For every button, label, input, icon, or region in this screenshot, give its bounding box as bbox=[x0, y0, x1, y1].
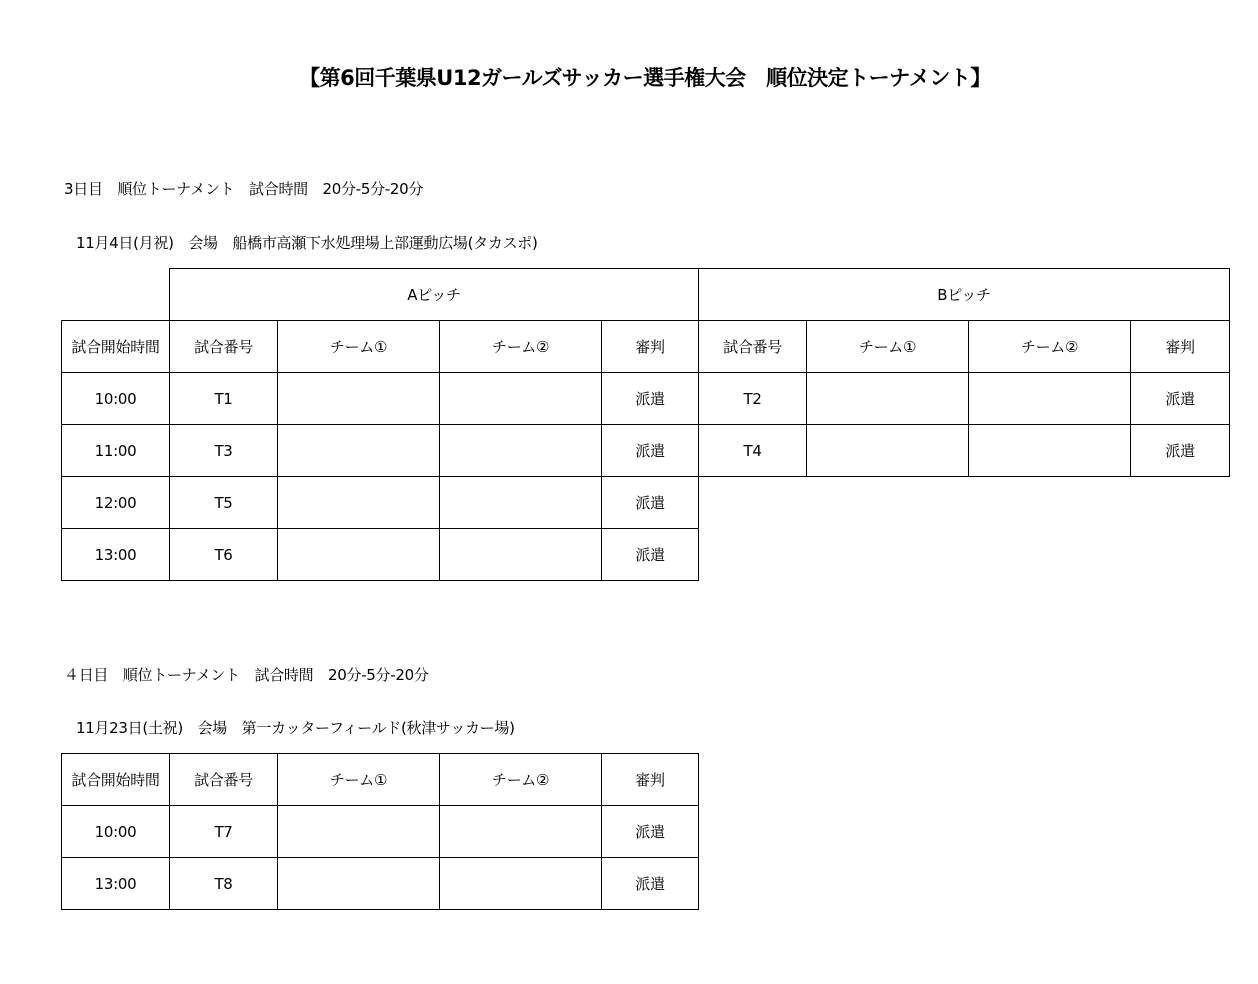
a-team2-header: チーム② bbox=[440, 321, 602, 373]
a-match-no-header: 試合番号 bbox=[170, 321, 278, 373]
a-match-no-cell: T6 bbox=[170, 529, 278, 581]
team1-cell bbox=[278, 858, 440, 910]
team2-cell bbox=[440, 806, 602, 858]
b-team2-header: チーム② bbox=[969, 321, 1131, 373]
time-cell: 13:00 bbox=[62, 529, 170, 581]
b-team1-cell bbox=[807, 425, 969, 477]
a-team1-cell bbox=[278, 373, 440, 425]
a-referee-cell: 派遣 bbox=[602, 425, 699, 477]
referee-cell: 派遣 bbox=[602, 806, 699, 858]
pitch-a-header: Aピッチ bbox=[170, 269, 699, 321]
pitch-header-row bbox=[62, 269, 1230, 321]
b-match-no-header: 試合番号 bbox=[699, 321, 807, 373]
team2-cell bbox=[440, 858, 602, 910]
b-match-no-cell: T2 bbox=[699, 373, 807, 425]
day4-schedule-table bbox=[61, 753, 699, 910]
table-row bbox=[62, 477, 1230, 529]
time-header: 試合開始時間 bbox=[62, 754, 170, 806]
a-match-no-cell: T3 bbox=[170, 425, 278, 477]
pitch-b-header: Bピッチ bbox=[699, 269, 1230, 321]
b-team2-cell bbox=[969, 373, 1131, 425]
a-match-no-cell: T5 bbox=[170, 477, 278, 529]
b-referee-header: 審判 bbox=[1131, 321, 1230, 373]
b-referee-cell: 派遣 bbox=[1131, 425, 1230, 477]
a-team2-cell bbox=[440, 425, 602, 477]
b-team1-cell bbox=[807, 373, 969, 425]
empty-area bbox=[699, 529, 1230, 581]
team2-header: チーム② bbox=[440, 754, 602, 806]
time-cell: 11:00 bbox=[62, 425, 170, 477]
a-team2-cell bbox=[440, 373, 602, 425]
a-team2-cell bbox=[440, 477, 602, 529]
table-row bbox=[62, 373, 1230, 425]
day3-heading: 3日目 順位トーナメント 試合時間 20分-5分-20分 bbox=[64, 180, 424, 198]
a-team1-cell bbox=[278, 529, 440, 581]
day4-date-venue: 11月23日(土祝) 会場 第一カッターフィールド(秋津サッカー場) bbox=[76, 719, 515, 737]
time-cell: 10:00 bbox=[62, 373, 170, 425]
column-header-row bbox=[62, 754, 699, 806]
column-header-row bbox=[62, 321, 1230, 373]
time-cell: 12:00 bbox=[62, 477, 170, 529]
b-team2-cell bbox=[969, 425, 1131, 477]
a-referee-cell: 派遣 bbox=[602, 529, 699, 581]
corner-blank bbox=[62, 269, 170, 321]
match-no-header: 試合番号 bbox=[170, 754, 278, 806]
team1-header: チーム① bbox=[278, 754, 440, 806]
empty-area bbox=[699, 477, 1230, 529]
referee-cell: 派遣 bbox=[602, 858, 699, 910]
a-referee-cell: 派遣 bbox=[602, 477, 699, 529]
a-match-no-cell: T1 bbox=[170, 373, 278, 425]
a-team2-cell bbox=[440, 529, 602, 581]
match-no-cell: T8 bbox=[170, 858, 278, 910]
b-match-no-cell: T4 bbox=[699, 425, 807, 477]
time-header: 試合開始時間 bbox=[62, 321, 170, 373]
b-referee-cell: 派遣 bbox=[1131, 373, 1230, 425]
a-referee-header: 審判 bbox=[602, 321, 699, 373]
a-referee-cell: 派遣 bbox=[602, 373, 699, 425]
page-title: 【第6回千葉県U12ガールズサッカー選手権大会 順位決定トーナメント】 bbox=[299, 66, 991, 90]
day3-date-venue: 11月4日(月祝) 会場 船橋市高瀬下水処理場上部運動広場(タカスポ) bbox=[76, 234, 538, 252]
a-team1-cell bbox=[278, 425, 440, 477]
time-cell: 13:00 bbox=[62, 858, 170, 910]
table-row bbox=[62, 425, 1230, 477]
team1-cell bbox=[278, 806, 440, 858]
time-cell: 10:00 bbox=[62, 806, 170, 858]
a-team1-header: チーム① bbox=[278, 321, 440, 373]
table-row bbox=[62, 858, 699, 910]
table-row bbox=[62, 806, 699, 858]
day4-heading: ４日目 順位トーナメント 試合時間 20分-5分-20分 bbox=[64, 666, 429, 684]
day3-schedule-table bbox=[61, 268, 1230, 581]
a-team1-cell bbox=[278, 477, 440, 529]
table-row bbox=[62, 529, 1230, 581]
match-no-cell: T7 bbox=[170, 806, 278, 858]
referee-header: 審判 bbox=[602, 754, 699, 806]
b-team1-header: チーム① bbox=[807, 321, 969, 373]
